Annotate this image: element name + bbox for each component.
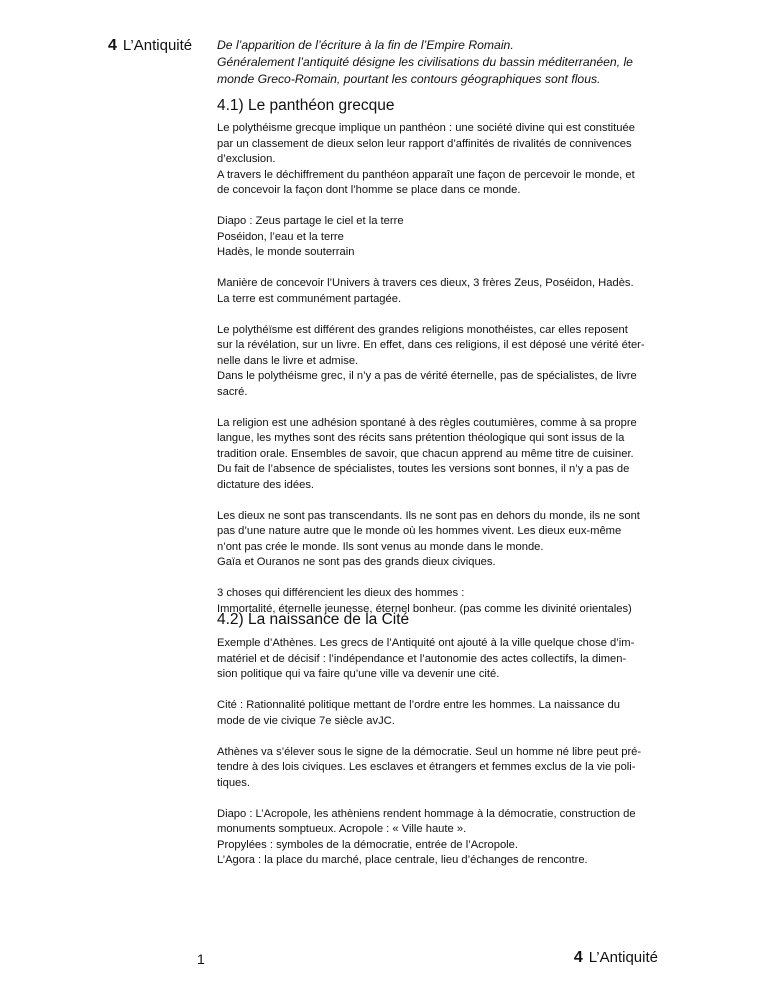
- text-line: sacré.: [217, 385, 248, 398]
- paragraph: [217, 276, 660, 307]
- text-line: Propylées : symboles de la démocratie, entrée de l’Acropole.: [217, 838, 518, 851]
- text-line: 3 choses qui différencient les dieux des hommes :: [217, 587, 465, 599]
- text-line: sur la révélation, sur un livre. En effet, dans ces religions, il est déposé une vérité éter-: [217, 339, 645, 351]
- section-title-pantheon: 4.1) Le panthéon grecque: [217, 97, 395, 114]
- chapter-title: L’Antiquité: [122, 37, 193, 54]
- text-line: Dans le polythéisme grec, il n’y a pas de vérité éternelle, pas de spécialistes, de livre: [217, 370, 637, 382]
- text-line: Gaïa et Ouranos ne sont pas des grands dieux civiques.: [217, 556, 496, 568]
- text-line: Athènes va s’élever sous le signe de la démocratie. Seul un homme né libre peut pré-: [217, 745, 642, 758]
- text-line: Cité : Rationnalité politique mettant de l’ordre entre les hommes. La naissance du: [217, 699, 620, 711]
- text-line: n’ont pas crée le monde. Ils sont venus au monde dans le monde.: [217, 540, 544, 553]
- text-line: de concevoir la façon dont l’homme se place dans ce monde.: [217, 184, 521, 196]
- section-body-cite: [217, 636, 660, 884]
- paragraph: [217, 807, 660, 869]
- text-line: pas d’une nature autre que le monde où les hommes vivent. Les dieux eux-même: [217, 525, 622, 537]
- text-line: d’exclusion.: [217, 153, 276, 165]
- text-line: Diapo : L’Acropole, les athèniens rendent hommage à la démocratie, construction de: [217, 807, 636, 820]
- text-line: Les dieux ne sont pas transcendants. Ils ne sont pas en dehors du monde, ils ne sont: [217, 509, 640, 522]
- chapter-number: 4: [108, 37, 117, 54]
- text-line: sion politique qui va faire qu’une ville va devenir une cité.: [217, 668, 500, 680]
- paragraph: [217, 698, 660, 729]
- text-line: Diapo : Zeus partage le ciel et la terre: [217, 215, 404, 227]
- intro-line: De l’apparition de l’écriture à la fin de l’Empire Romain.: [217, 38, 514, 52]
- text-line: Poséidon, l’eau et la terre: [217, 230, 344, 243]
- paragraph: [217, 121, 660, 199]
- intro-line: Généralement l’antiquité désigne les civilisations du bassin méditerranéen, le: [217, 55, 633, 69]
- text-line: Manière de concevoir l’Univers à travers ces dieux, 3 frères Zeus, Poséidon, Hadès.: [217, 277, 634, 289]
- text-line: tendre à des lois civiques. Les esclaves et étrangers et femmes exclus de la vie poli-: [217, 761, 636, 773]
- text-line: mode de vie civique 7e siècle avJC.: [217, 714, 395, 727]
- chapter-header: [108, 36, 192, 56]
- footer-chapter: [574, 948, 658, 968]
- chapter-intro: [217, 37, 662, 88]
- text-line: matériel et de décisif : l’indépendance et l’autonomie des actes collectifs, la dimen-: [217, 652, 627, 665]
- text-line: La religion est une adhésion spontané à des règles coutumières, comme à sa propre: [217, 416, 637, 429]
- text-line: L’Agora : la place du marché, place centrale, lieu d’échanges de rencontre.: [217, 854, 588, 866]
- section-body-pantheon: [217, 121, 660, 633]
- text-line: Immortalité, éternelle jeunesse, éternel bonheur. (pas comme les divinité orientales): [217, 602, 632, 615]
- text-line: monuments somptueux. Acropole : « Ville haute ».: [217, 823, 467, 835]
- text-line: Le polythéïsme est différent des grandes religions monothéistes, car elles reposent: [217, 323, 628, 336]
- text-line: par un classement de dieux selon leur rapport d’affinités de rivalités de connivences: [217, 137, 632, 150]
- paragraph: [217, 745, 660, 792]
- text-line: nelle dans le livre et admise.: [217, 354, 359, 367]
- text-line: langue, les mythes sont des récits sans prétention théologique qui sont issus de la: [217, 432, 625, 444]
- text-line: A travers le déchiffrement du panthéon apparaît une façon de percevoir le monde, et: [217, 168, 635, 181]
- text-line: Du fait de l’absence de spécialistes, toutes les versions sont bonnes, il n’y a pas de: [217, 463, 630, 475]
- paragraph: [217, 323, 660, 401]
- paragraph: [217, 416, 660, 494]
- text-line: Le polythéisme grecque implique un panthéon : une société divine qui est constituée: [217, 122, 635, 134]
- text-line: tiques.: [217, 776, 250, 789]
- text-line: La terre est communément partagée.: [217, 292, 402, 305]
- paragraph: [217, 509, 660, 571]
- footer-chapter-number: 4: [573, 949, 583, 966]
- section-title-cite: 4.2) La naissance de la Cité: [217, 611, 410, 628]
- text-line: dictature des idées.: [217, 478, 315, 491]
- footer-chapter-title: L’Antiquité: [588, 949, 658, 966]
- page-number: 1: [197, 951, 205, 967]
- text-line: Exemple d’Athènes. Les grecs de l’Antiquité ont ajouté à la ville quelque chose d’im-: [217, 637, 635, 649]
- paragraph: [217, 636, 660, 683]
- text-line: tradition orale. Ensembles de savoir, que chacun apprend au même titre de cuisiner.: [217, 447, 634, 460]
- intro-line: monde Greco-Romain, pourtant les contours géographiques sont flous.: [217, 72, 601, 86]
- paragraph: [217, 214, 660, 261]
- text-line: Hadès, le monde souterrain: [217, 246, 355, 258]
